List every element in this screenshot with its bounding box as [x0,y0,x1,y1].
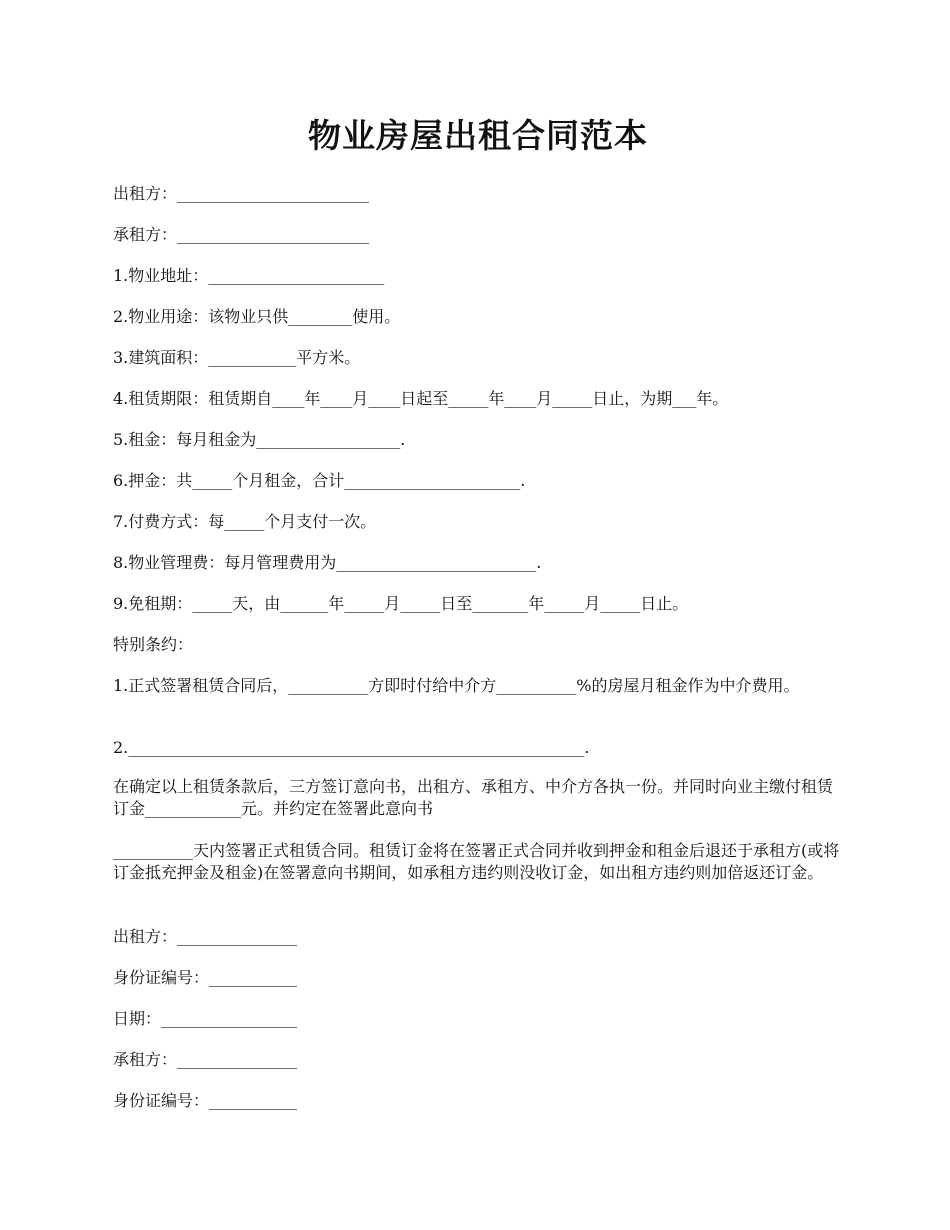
lessee-signature-field: 承租方：_______________ [113,1050,298,1069]
date-field: 日期：_________________ [113,1009,298,1028]
lease-term-clause: 4.租赁期限：租赁期自____年____月____日起至_____年____月_____日止，为期___年。 [113,389,729,408]
special-term-1: 1.正式签署租赁合同后，__________方即时付给中介方__________%的房屋月租金作为中介费用。 [113,676,800,695]
lessor-signature-field: 出租方：_______________ [113,927,298,946]
document-title: 物业房屋出租合同范本 [308,116,648,155]
intent-paragraph-1: 在确定以上租赁条款后，三方签订意向书，出租方、承租方、中介方各执一份。并同时向业主缴付租赁订金____________元。并约定在签署此意向书 [113,777,834,818]
property-address-clause: 1.物业地址：______________________ [113,266,385,285]
lessor-id-number-field: 身份证编号：___________ [113,968,298,987]
rent-free-period-clause: 9.免租期：_____天，由______年_____月_____日至_______年_____月_____日止。 [113,594,689,613]
lessor-field: 出租方：________________________ [113,184,370,203]
rent-clause: 5.租金：每月租金为__________________. [113,430,406,449]
intent-paragraph-2: __________天内签署正式租赁合同。租赁订金将在签署正式合同并收到押金和租金后退还于承租方(或将订金抵充押金及租金)在签署意向书期间，如承租方违约则没收订金，如出租方违约则加倍返还订金。 [113,841,840,882]
lessee-id-number-field: 身份证编号：___________ [113,1091,298,1110]
payment-method-clause: 7.付费方式：每_____个月支付一次。 [113,512,377,531]
special-terms-heading: 特别条约： [113,635,194,654]
floor-area-clause: 3.建筑面积：___________平方米。 [113,348,361,367]
management-fee-clause: 8.物业管理费：每月管理费用为_________________________. [113,553,542,572]
deposit-clause: 6.押金：共_____个月租金，合计______________________. [113,471,526,490]
special-term-2: 2._________________________________________________________. [113,738,590,757]
property-use-clause: 2.物业用途：该物业只供________使用。 [113,307,401,326]
lessee-field: 承租方：________________________ [113,225,370,244]
